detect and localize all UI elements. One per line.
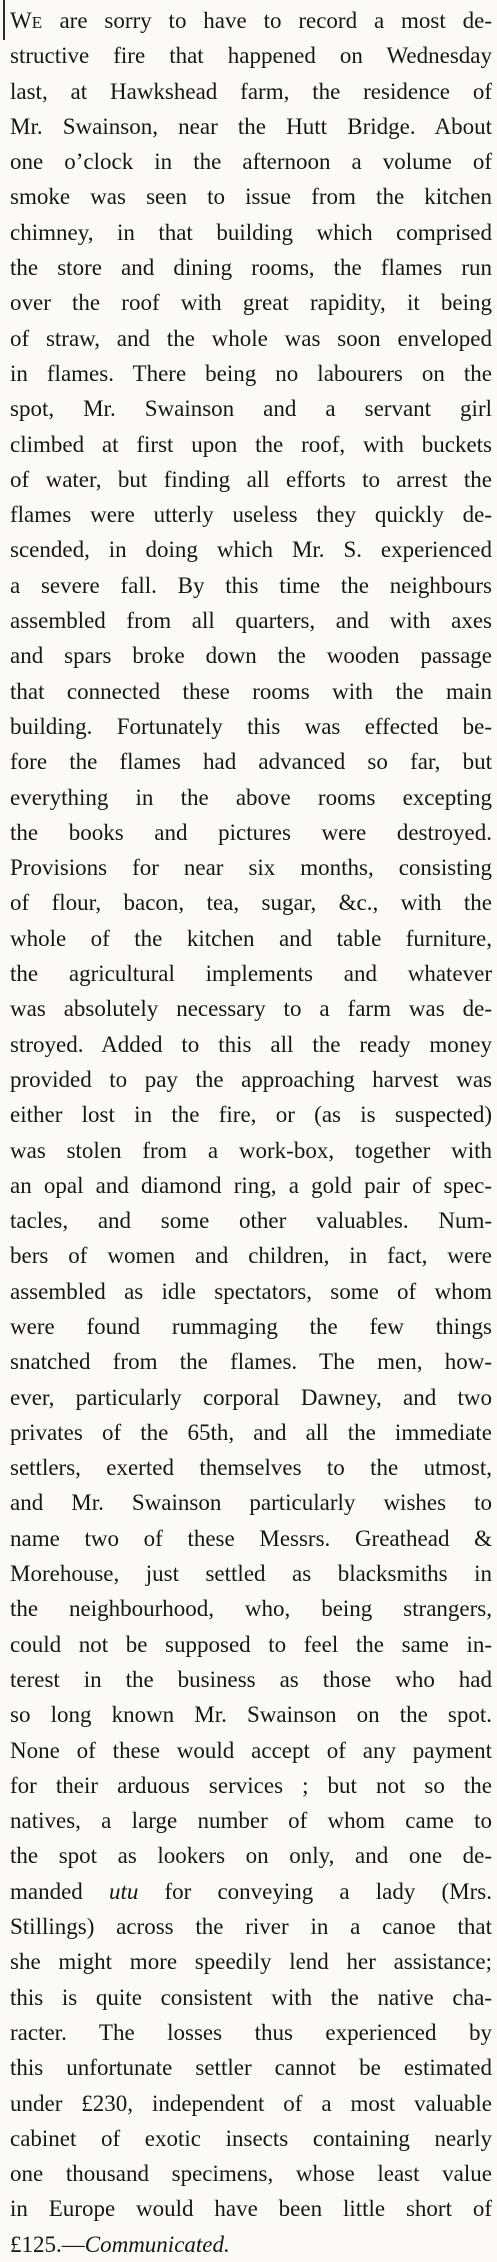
article-line: in flames. There being no labourers on the — [10, 360, 492, 386]
closing-signature: Communicated. — [84, 2231, 230, 2257]
article-line: the spot as lookers on only, and one de- — [10, 1843, 492, 1869]
article-line: ever, particularly corporal Dawney, and two — [10, 1384, 492, 1410]
article-line: a severe fall. By this time the neighbours — [10, 572, 492, 598]
article-line: Morehouse, just settled as blacksmiths in — [10, 1561, 492, 1587]
article-line: the store and dining rooms, the flames run — [10, 255, 492, 281]
article-line: building. Fortunately this was effected be- — [10, 713, 492, 739]
article-line: whole of the kitchen and table furniture, — [10, 925, 492, 951]
article-line: and spars broke down the wooden passage — [10, 643, 492, 669]
article-closing-line — [10, 2227, 492, 2262]
opening-initial: W — [10, 8, 32, 33]
article-line: chimney, in that building which comprised — [10, 219, 492, 245]
article-line: Provisions for near six months, consisting — [10, 855, 492, 881]
article-line-text: are sorry to have to record a most de- — [42, 8, 492, 33]
article-line: privates of the 65th, and all the immediate — [10, 1419, 492, 1445]
article-line: of straw, and the whole was soon enveloped — [10, 325, 492, 351]
article-line: terest in the business as those who had — [10, 1666, 492, 1692]
utu-line-before: manded — [10, 1878, 109, 1904]
article-line: the agricultural implements and whatever — [10, 961, 492, 987]
article-line: she might more speedily lend her assistance; — [10, 1949, 492, 1975]
article-line: Mr. Swainson, near the Hutt Bridge. About — [10, 113, 492, 139]
article-line: this unfortunate settler cannot be estimated — [10, 2055, 492, 2081]
article-line: assembled as idle spectators, some of whom — [10, 1278, 492, 1304]
article-line: could not be supposed to feel the same in- — [10, 1631, 492, 1657]
article-line: that connected these rooms with the main — [10, 678, 492, 704]
article-line: in Europe would have been little short of — [10, 2196, 492, 2222]
utu-word: utu — [108, 1878, 139, 1904]
article-line: was stolen from a work-box, together with — [10, 1137, 492, 1163]
article-line: provided to pay the approaching harvest was — [10, 1066, 492, 1092]
article-line: one thousand specimens, whose least value — [10, 2161, 492, 2187]
article-line: climbed at first upon the roof, with buckets — [10, 431, 492, 457]
article-line: so long known Mr. Swainson on the spot. — [10, 1702, 492, 1728]
article-line: was absolutely necessary to a farm was de- — [10, 996, 492, 1022]
article-line: bers of women and children, in fact, were — [10, 1243, 492, 1269]
article-line: last, at Hawkshead farm, the residence of — [10, 78, 492, 104]
article-line: everything in the above rooms excepting — [10, 784, 492, 810]
article-line: name two of these Messrs. Greathead & — [10, 1525, 492, 1551]
article-line: were found rummaging the few things — [10, 1313, 492, 1339]
article-line: one o’clock in the afternoon a volume of — [10, 149, 492, 175]
article-line: of flour, bacon, tea, sugar, &c., with the — [10, 890, 492, 916]
article-line: cabinet of exotic insects containing nearly — [10, 2125, 492, 2151]
article-line: Stillings) across the river in a canoe that — [10, 1914, 492, 1940]
article-line: the books and pictures were destroyed. — [10, 819, 492, 845]
article-line: and Mr. Swainson particularly wishes to — [10, 1490, 492, 1516]
article-line: smoke was seen to issue from the kitchen — [10, 184, 492, 210]
article-line: this is quite consistent with the native cha- — [10, 1984, 492, 2010]
article-line: the neighbourhood, who, being strangers, — [10, 1596, 492, 1622]
article-line: fore the flames had advanced so far, but — [10, 749, 492, 775]
column-rule — [3, 0, 5, 40]
article-line: assembled from all quarters, and with axes — [10, 608, 492, 634]
article-line: spot, Mr. Swainson and a servant girl — [10, 396, 492, 422]
article-line: an opal and diamond ring, a gold pair of spec- — [10, 1172, 492, 1198]
article-line: None of these would accept of any payment — [10, 1737, 492, 1763]
article-line: settlers, exerted themselves to the utmost, — [10, 1455, 492, 1481]
opening-smallcaps: E — [31, 13, 43, 32]
article-line: flames were utterly useless they quickly de- — [10, 502, 492, 528]
article-line: either lost in the fire, or (as is suspected) — [10, 1102, 492, 1128]
article-body — [10, 3, 492, 2262]
article-line: scended, in doing which Mr. S. experienced — [10, 537, 492, 563]
article-line: of water, but finding all efforts to arrest the — [10, 466, 492, 492]
article-line: under £230, independent of a most valuable — [10, 2090, 492, 2116]
article-line: snatched from the flames. The men, how- — [10, 1349, 492, 1375]
utu-line-after: for conveying a lady (Mrs. — [138, 1878, 493, 1904]
article-line: racter. The losses thus experienced by — [10, 2019, 492, 2045]
article-line-utu — [10, 1874, 492, 1909]
article-line: structive fire that happened on Wednesday — [10, 43, 492, 69]
article-line: stroyed. Added to this all the ready money — [10, 1031, 492, 1057]
article-line-1 — [10, 3, 492, 38]
article-line: over the roof with great rapidity, it being — [10, 290, 492, 316]
closing-amount: £125.— — [10, 2231, 85, 2257]
article-line: natives, a large number of whom came to — [10, 1808, 492, 1834]
article-line: for their arduous services ; but not so the — [10, 1772, 492, 1798]
article-line: tacles, and some other valuables. Num- — [10, 1208, 492, 1234]
